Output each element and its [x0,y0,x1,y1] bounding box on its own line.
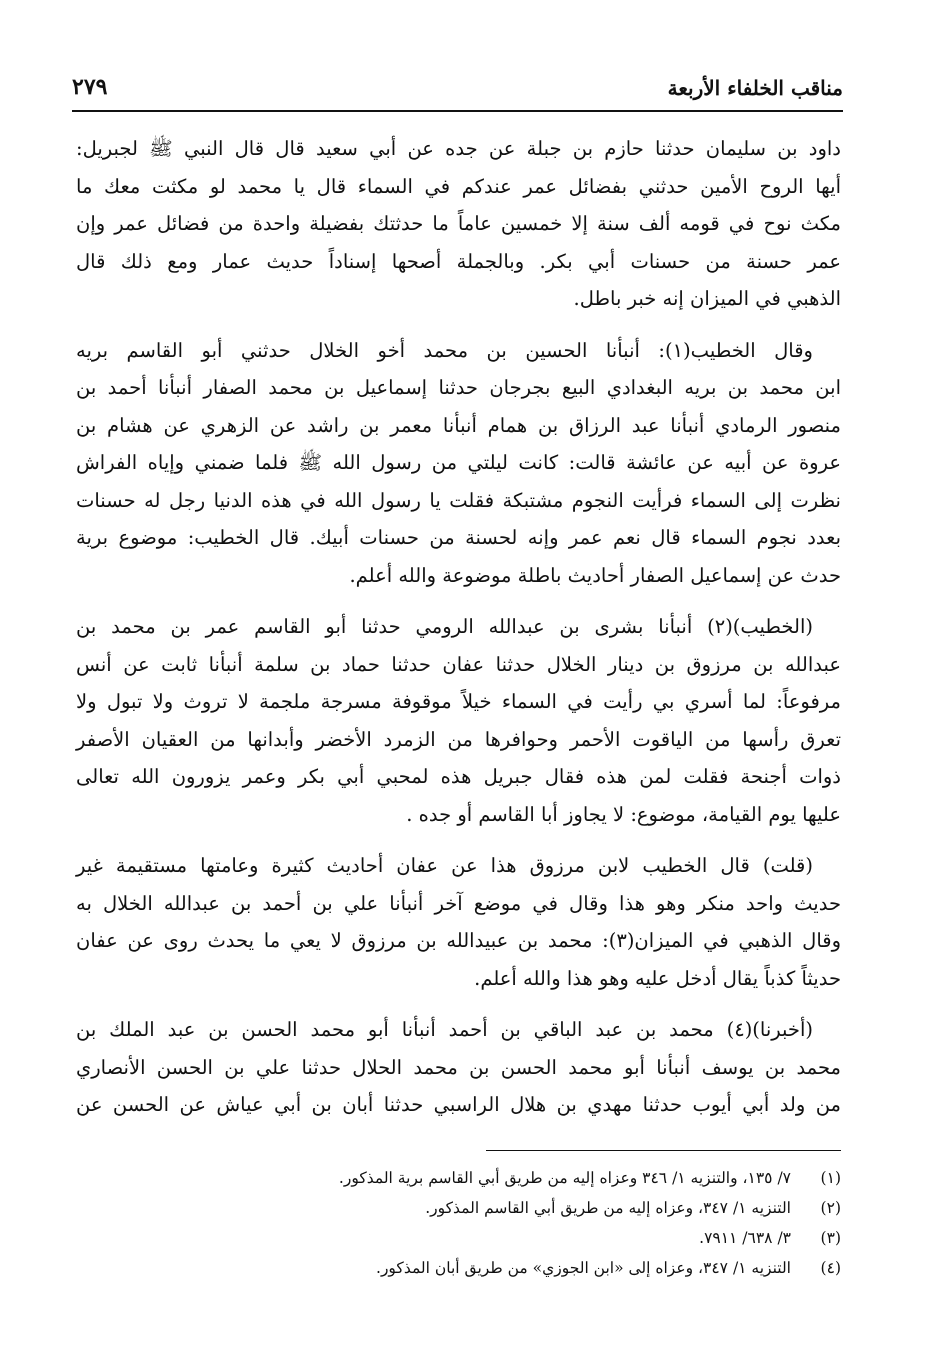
paragraph-3 [76,608,841,833]
text-line: عليها يوم القيامة، موضوع: لا يجاوز أبا القاسم أو جده . [406,802,841,826]
text-line: حديثاً كذباً يقال أدخل عليه وهو هذا والله أعلم. [474,966,841,990]
text-line: عمر حسنة من حسنات أبي بكر. وبالجملة أصحها إسناداً حديث عمار ومع ذلك قال [76,249,841,273]
footnote-divider [486,1150,841,1151]
footnote-text: التنزيه ١/ ٣٤٧، وعزاه إلى «ابن الجوزي» من طريق أبان المذكور. [376,1259,791,1277]
text-line: تعرق رأسها من الياقوت الأحمر وحوافرها من الزمرد الأخضر وأبدانها من العقيان الأصفر [76,727,841,751]
text-line: مرفوعاً: لما أسري بي رأيت في السماء خيلاً موقوفة مسرجة ملجمة لا تروث ولا تبول ولا [76,690,841,713]
text-line: (أخبرنا)(٤) محمد بن عبد الباقي بن أحمد أنبأنا أبو محمد الحسن بن عبد الملك بن [76,1018,813,1041]
text-line: مكث نوح في قومه ألف سنة إلا خمسين عاماً ما حدثتك بفضيلة واحدة من فضائل عمر وإن [76,212,841,235]
text-line: داود بن سليمان حدثنا حازم بن جبلة عن جده عن أبي سعيد قال قال النبي ﷺ لجبريل: [76,137,841,160]
footnote-item [300,1223,841,1253]
text-line: الذهبي في الميزان إنه خبر باطل. [573,287,841,310]
paragraph-4 [76,847,841,997]
footnote-number: (٢) [820,1199,841,1217]
footnote-item [300,1193,841,1223]
footnote-item [300,1253,841,1283]
footnotes [300,1163,841,1283]
footnote-text: ٣/ ٦٣٨/ ٧٩١١. [699,1229,791,1247]
text-line: حدث عن إسماعيل الصفار أحاديث باطلة موضوعة والله أعلم. [349,563,841,587]
footnote-number: (٣) [820,1229,841,1247]
text-line: من ولد أبي أيوب حدثنا مهدي بن هلال الراسبي حدثنا أبان بن أبي عياش عن الحسن عن [76,1093,841,1116]
main-text [76,130,841,1124]
text-line: بعدد نجوم السماء قال نعم عمر وإنه لحسنة من حسنات أبيك. قال الخطيب: موضوع برية [76,526,841,549]
text-line: عبدالله بن مرزوق بن دينار الخلال حدثنا عفان حدثنا حماد بن سلمة أنبأنا ثابت عن أنس [76,652,841,676]
footnote-text: التنزيه ١/ ٣٤٧، وعزاه إليه من طريق أبي القاسم المذكور. [425,1199,791,1217]
text-line: وقال الخطيب(١): أنبأنا الحسين بن محمد أخو الخلال حدثني أبو القاسم بريه [76,338,813,362]
footnote-number: (٤) [820,1259,841,1277]
running-title: مناقب الخلفاء الأربعة [667,76,843,100]
text-line: (الخطيب)(٢) أنبأنا بشرى بن عبدالله الرومي حدثنا أبو القاسم عمر بن محمد بن [76,615,813,638]
footnote-item [300,1163,841,1193]
paragraph-2 [76,332,841,595]
text-line: أيها الروح الأمين حدثني بفضائل عمر عندكم في السماء قال يا محمد لو مكثت معك ما [76,174,841,198]
paragraph-1 [76,130,841,318]
text-line: وقال الذهبي في الميزان(٣): محمد بن عبيدالله بن مرزوق لا يعي ما يحدث روى عن عفان [76,929,842,952]
text-line: عروة عن أبيه عن عائشة قالت: كانت ليلتي من رسول الله ﷺ فلما ضمني وإياه الفراش [76,451,841,474]
text-line: نظرت إلى السماء فرأيت النجوم مشتبكة فقلت يا رسول الله في هذه الدنيا رجل له حسنات [76,488,841,512]
footnote-number: (١) [820,1169,841,1187]
footnote-text: ٧/ ١٣٥، والتنزيه ١/ ٣٤٦ وعزاه إليه من طريق أبي القاسم برية المذكور. [338,1169,791,1187]
text-line: ابن محمد بن بريه البغدادي البيع بجرجان حدثنا إسماعيل بن محمد الصفار أنبأنا أحمد بن [76,376,841,399]
text-line: منصور الرمادي أنبأنا عبد الرزاق بن همام أنبأنا معمر بن راشد عن الزهري عن هشام بن [76,413,841,437]
text-line: (قلت) قال الخطيب لابن مرزوق هذا عن عفان أحاديث كثيرة وعامتها مستقيمة غير [76,854,813,877]
text-line: ذوات أجنحة فقلت لمن هذه فقال جبريل هذه لمحبي أبي بكر وعمر يزورون الله تعالى [76,765,841,788]
paragraph-5 [76,1011,841,1124]
page-header [72,70,843,112]
page-number: ٢٧٩ [72,74,108,100]
text-line: حديث واحد منكر وهو هذا وقال في موضع آخر أنبأنا علي بن أحمد بن عبدالله الخلال به [76,891,841,915]
text-line: محمد بن يوسف أنبأنا أبو محمد الحسن بن محمد الحلال حدثنا علي بن الحسن الأنصاري [76,1055,841,1079]
